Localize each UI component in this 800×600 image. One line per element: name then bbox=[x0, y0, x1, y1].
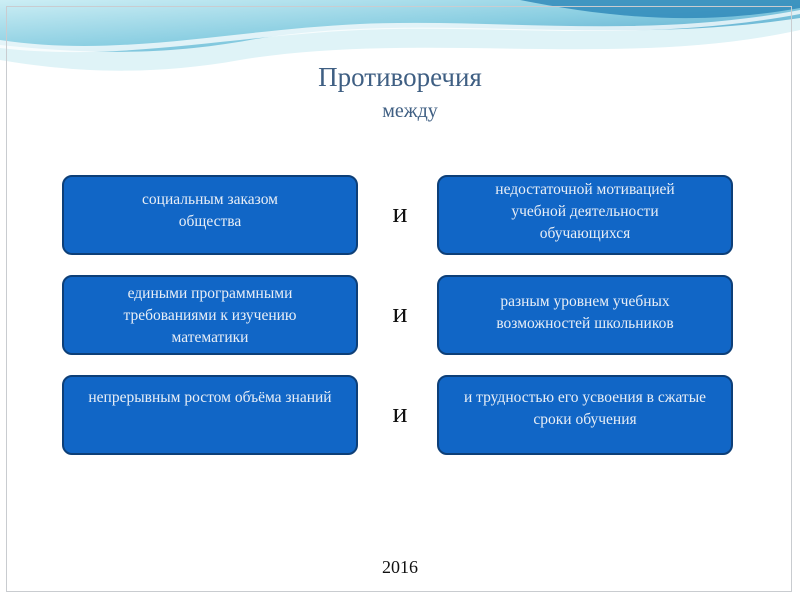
right-box-1 bbox=[437, 175, 733, 255]
left-box-1-text: социальным заказом общества bbox=[142, 191, 278, 230]
left-box-2 bbox=[62, 275, 358, 355]
right-box-3-text: и трудностью его усвоения в сжатые сроки обучения bbox=[463, 389, 706, 428]
left-box-3 bbox=[62, 375, 358, 455]
right-box-2 bbox=[437, 275, 733, 355]
slide-subtitle: между bbox=[382, 100, 438, 122]
right-box-2-text: разным уровнем учебных возможностей школьников bbox=[496, 293, 674, 332]
right-box-3 bbox=[437, 375, 733, 455]
slide-title: Противоречия bbox=[318, 62, 482, 92]
conjunction-1: и bbox=[392, 198, 408, 229]
conjunction-2: и bbox=[392, 298, 408, 329]
left-box-2-text: едиными программными требованиями к изучению математики bbox=[123, 285, 297, 346]
header-wave-decoration bbox=[0, 0, 800, 110]
right-box-1-text: недостаточной мотивацией учебной деятельности обучающихся bbox=[495, 181, 675, 242]
year-footer: 2016 bbox=[382, 557, 418, 577]
left-box-1 bbox=[62, 175, 358, 255]
conjunction-3: и bbox=[392, 398, 408, 429]
left-box-3-text: непрерывным ростом объёма знаний bbox=[88, 389, 332, 406]
